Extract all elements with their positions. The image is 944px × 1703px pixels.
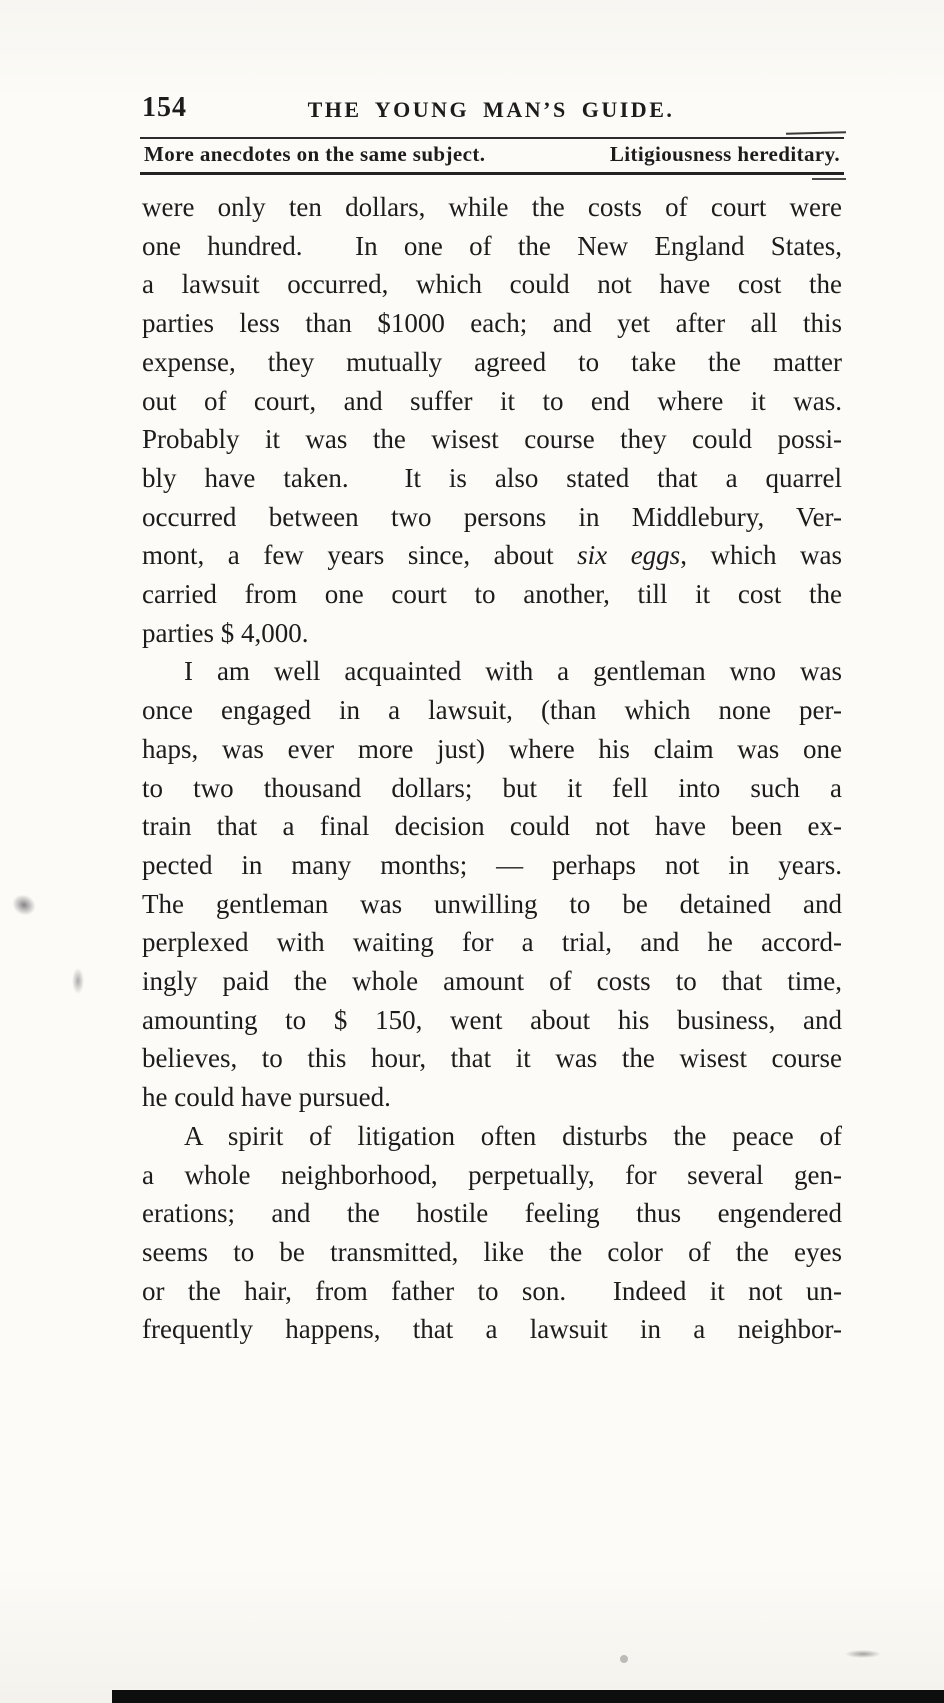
text-line <box>142 536 842 575</box>
text-line: he could have pursued. <box>142 1082 391 1113</box>
ink-smudge <box>9 891 39 919</box>
page-body <box>142 188 842 1349</box>
text-line: carried from one court to another, till it cost the <box>142 579 842 610</box>
text-line: erations; and the hostile feeling thus engendered <box>142 1198 842 1229</box>
text-line: a lawsuit occurred, which could not have cost the <box>142 269 842 300</box>
paragraph-3 <box>142 1117 842 1349</box>
ink-smudge <box>72 968 84 994</box>
text-line: amounting to $ 150, went about his business, and <box>142 1004 842 1035</box>
text-line: I am well acquainted with a gentleman wno was <box>184 656 842 687</box>
text-line: once engaged in a lawsuit, (than which none per- <box>142 695 842 726</box>
section-header <box>140 137 844 175</box>
text-line: haps, was ever more just) where his claim was one <box>142 733 842 764</box>
text-line: parties $ 4,000. <box>142 617 309 648</box>
text-line: pected in many months; — perhaps not in years. <box>142 849 842 880</box>
text-line: Probably it was the wisest course they could possi- <box>142 424 842 455</box>
page-number: 154 <box>142 92 187 123</box>
text-line: frequently happens, that a lawsuit in a neighbor- <box>142 1314 842 1345</box>
text-line: or the hair, from father to son. Indeed it not un- <box>142 1275 842 1306</box>
paragraph-2 <box>142 652 842 1116</box>
text-line: occurred between two persons in Middlebury, Ver- <box>142 501 842 532</box>
text-line: seems to be transmitted, like the color of the eyes <box>142 1236 842 1267</box>
text-line: perplexed with waiting for a trial, and he accord- <box>142 927 842 958</box>
text-line: The gentleman was unwilling to be detained and <box>142 888 842 919</box>
section-header-right: Litigiousness hereditary. <box>609 142 840 166</box>
rule-fragment <box>786 131 846 135</box>
section-header-left: More anecdotes on the same subject. <box>144 142 486 166</box>
text-segment: mont, a few years since, about <box>142 540 578 571</box>
section-header-row <box>140 139 844 172</box>
text-line: one hundred. In one of the New England States, <box>142 230 842 261</box>
text-line: train that a final decision could not have been ex- <box>142 811 842 842</box>
text-line: to two thousand dollars; but it fell into such a <box>142 772 842 803</box>
italic-text: six eggs <box>577 540 681 571</box>
text-line: expense, they mutually agreed to take the matter <box>142 346 842 377</box>
paragraph-1 <box>142 188 842 652</box>
text-line: a whole neighborhood, perpetually, for several gen- <box>142 1159 842 1190</box>
text-line: parties less than $1000 each; and yet after all this <box>142 308 842 339</box>
text-line: believes, to this hour, that it was the wisest course <box>142 1043 842 1074</box>
rule-fragment <box>812 178 846 180</box>
running-title: THE YOUNG MAN’S GUIDE. <box>307 97 675 122</box>
text-segment: , which was <box>680 540 842 571</box>
text-line: A spirit of litigation often disturbs the peace of <box>184 1120 842 1151</box>
text-line: bly have taken. It is also stated that a quarrel <box>142 462 842 493</box>
ink-smudge <box>845 1650 881 1658</box>
scan-edge-strip <box>112 1690 944 1703</box>
ink-smudge <box>620 1655 628 1663</box>
text-line: were only ten dollars, while the costs of court were <box>142 192 842 222</box>
text-line: ingly paid the whole amount of costs to that time, <box>142 966 842 997</box>
text-line: out of court, and suffer it to end where it was. <box>142 385 842 416</box>
